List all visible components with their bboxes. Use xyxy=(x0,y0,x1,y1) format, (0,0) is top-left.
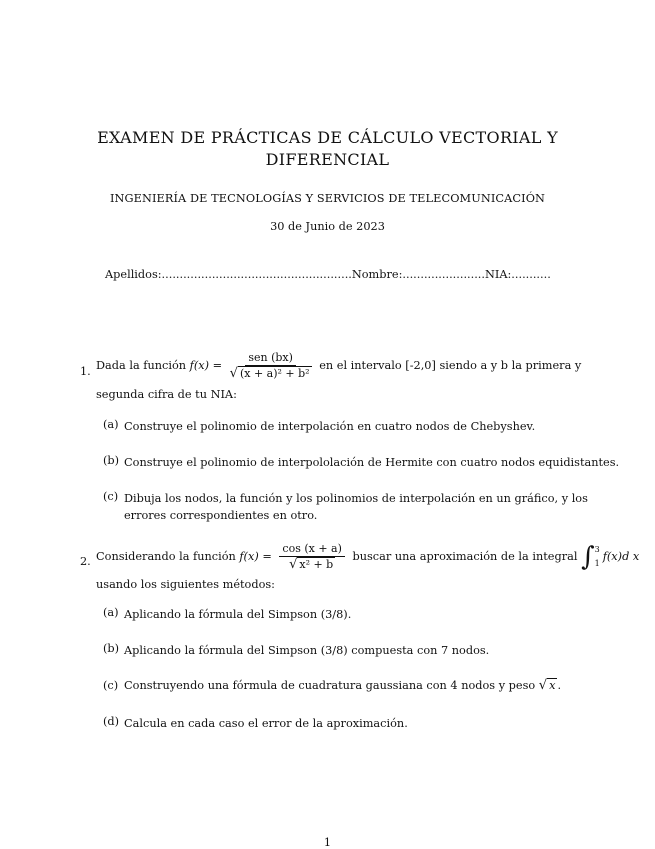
title-line-2: DIFERENCIAL xyxy=(265,150,390,169)
q2d-label: (d) xyxy=(103,715,120,728)
q2-func: f(x) = xyxy=(239,550,272,563)
q1c-label: (c) xyxy=(103,490,119,503)
q1c-text: Dibuja los nodos, la función y los polinomios de interpolación en un gráfico, y los xyxy=(124,492,588,505)
q1c-text-line2: errores correspondientes en otro. xyxy=(124,509,318,522)
q1-number: 1. xyxy=(80,365,91,378)
q1a-text: Construye el polinomio de interpolación en cuatro nodos de Chebyshev. xyxy=(124,420,536,433)
page-number: 1 xyxy=(323,836,332,849)
q2a-label: (a) xyxy=(103,606,119,619)
integral-lower: 1 xyxy=(594,559,600,568)
q1-denominator: (x + a)² + b² xyxy=(239,367,310,380)
sqrt-sign: √ xyxy=(229,366,238,381)
degree-subtitle: INGENIERÍA DE TECNOLOGÍAS Y SERVICIOS DE TELECOMUNICACIÓN xyxy=(109,192,546,205)
q1-fraction xyxy=(230,351,312,381)
q2-denominator: x² + b xyxy=(299,558,334,571)
q2-integral xyxy=(581,543,639,571)
integral-sign: ∫ xyxy=(581,542,595,572)
q2-line2: usando los siguientes métodos: xyxy=(96,578,275,591)
exam-date: 30 de Junio de 2023 xyxy=(270,220,385,233)
q2c-text-main: Construyendo una fórmula de cuadratura gaussiana con 4 nodos y peso xyxy=(124,679,536,692)
q1b-label: (b) xyxy=(103,454,120,467)
q1a-label: (a) xyxy=(103,418,119,431)
title-line-1: EXAMEN DE PRÁCTICAS DE CÁLCULO VECTORIAL Y xyxy=(97,128,558,147)
q2-statement xyxy=(96,542,639,572)
q1-after: en el intervalo [-2,0] siendo a y b la primera y xyxy=(319,359,582,372)
q2-intro: Considerando la función xyxy=(96,550,236,563)
q2c-label: (c) xyxy=(103,679,119,692)
integrand: f(x)d x xyxy=(602,550,640,563)
q2-numerator: cos (x + a) xyxy=(279,542,344,557)
q2-denominator-sqrt xyxy=(289,557,335,572)
q2-number: 2. xyxy=(80,555,91,568)
sqrt-sign: √ xyxy=(289,557,298,572)
q2b-text: Aplicando la fórmula del Simpson (3/8) compuesta con 7 nodos. xyxy=(124,644,490,657)
sqrt-sign: √ xyxy=(538,678,548,693)
integral-limits xyxy=(595,543,600,571)
q1-numerator: sen (bx) xyxy=(245,351,296,366)
q1b-text: Construye el polinomio de interpololación de Hermite con cuatro nodos equidistantes. xyxy=(124,456,620,469)
q2a-text: Aplicando la fórmula del Simpson (3/8). xyxy=(124,608,352,621)
exam-title xyxy=(60,127,595,171)
q1-denominator-sqrt xyxy=(230,366,312,381)
q2c-sqrt-arg: x xyxy=(549,679,556,692)
q2-fraction xyxy=(279,542,344,572)
q2-after: buscar una aproximación de la integral xyxy=(352,550,578,563)
q2c-tail: . xyxy=(557,679,562,692)
integral-upper: 3 xyxy=(594,545,600,554)
q1-intro: Dada la función xyxy=(96,359,187,372)
q1-line2: segunda cifra de tu NIA: xyxy=(96,388,237,401)
q2c-text xyxy=(124,677,561,694)
q1-func: f(x) = xyxy=(189,359,223,372)
q2b-label: (b) xyxy=(103,642,120,655)
student-fields: Apellidos:.....................................................Nombre:.......................NIA:........... xyxy=(105,268,551,281)
q2d-text: Calcula en cada caso el error de la aproximación. xyxy=(124,717,408,730)
q2c-weight-sqrt xyxy=(539,678,558,693)
q1-statement xyxy=(96,351,581,381)
